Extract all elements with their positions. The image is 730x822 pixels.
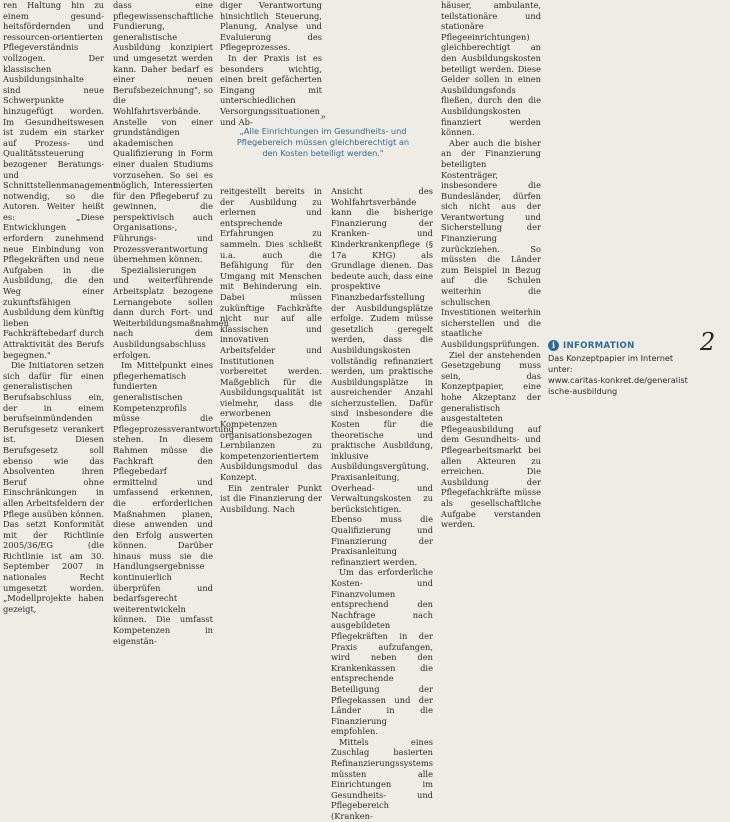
paragraph: Um das erforderliche Kosten- und Finanzvolumen entsprechend den Nachfrage nach ausgebildeten Pflegekräften in der Praxis aufzufangen, wird neben den Krankenkassen die entsprechende Beteiligung der Pflegekassen und der Länder in die Finanzierung empfohlen. [331, 567, 433, 737]
paragraph: dass eine pflegewissenschaftliche Fundierung, generalistische Ausbildung konzipiert und umgesetzt werden kann. Daher bedarf es einer neuen Berufsbezeichnung", so die Wohlfahrtsverbände. Anstelle von einer grundständigen akademischen Qualifizierung in Form einer dualen Studiums vorzusehen. So sei es möglich, Interessierten für den Pflegeberuf zu gewinnen, die perspektivisch auch Organisations-, Führungs- und Prozessverantwortung übernehmen können. [113, 0, 214, 265]
paragraph: Ansicht des Wohlfahrtsverbände kann die bisherige Finanzierung der Kranken- und Kinderkrankenpflege (§ 17a KHG) als Grundlage dienen. Das bedeute auch, dass eine prospektive Finanzbedarfsstellung der Ausbildungsplätze erfolge. Zudem müsse gesetzlich geregelt werden, dass die Ausbildungskosten vollständig refinanziert werden, um praktische Ausbildungsplätze in ausreichender Anzahl sicherzustellen. Dafür sind insbesondere die Kosten für die theoretische und praktische Ausbildung, inklusive Ausbildungsvergütung, Praxisanleitung, Overhead- und Verwaltungskosten zu berücksichtigen. Ebenso muss die Qualifizierung und Finanzierung der Praxisanleitung refinanziert werden. [331, 186, 433, 567]
paragraph: Ziel der anstehenden Gesetzgebung muss sein, das Konzeptpapier, eine hohe Akzeptanz der generalistisch ausgestalteten Pflegeausbildung auf dem Gesundheits- und Pflegearbeitsmarkt bei allen Akteuren zu erreichen. Die Ausbildung der Pflegefachkräfte müsse als gesellschaftliche Aufgabe verstanden werden. [441, 349, 541, 530]
paragraph: Im Mittelpunkt eines pflegerhematisch fundierten generalistischen Kompetenzprofils müsse die Pflegeprozessverantwortung stehen. In diesem Rahmen müsse die Fachkraft den Pflegebedarf ermittelnd und umfassend erkennen, die erforderlichen Maßnahmen planen, diese anwenden und den Erfolg auswerten können. Darüber hinaus muss sie die Handlungsergebnisse kontinuierlich überprüfen und bedarfsgerecht weiterentwickeln können. Die umfasst Kompetenzen in eigenstän- [113, 360, 234, 646]
text-column-4 [331, 0, 434, 822]
text-column-3-top [220, 0, 322, 127]
info-link[interactable]: www.caritas-konkret.de/generalistische-ausbildung [548, 375, 688, 396]
paragraph: Die Initiatoren setzen sich dafür für einen generalistischen Berufsabschluss ein, der in einem berufseinmündenden Berufsgesetz verankert ist. Diesen Berufsgesetz soll ebenso wie das Absolventen ihren Beruf ohne Einschränkungen in allen Arbeitsfeldern der Pflege ausüben können. Das setzt Konformität mit der Richtlinie 2005/36/EG (die Richtlinie ist am 30. September 2007 in nationales Recht umgesetzt worden. „Modellprojekte haben gezeigt, [3, 360, 104, 614]
text-column-5 [441, 0, 541, 530]
text-column-3-bottom [220, 186, 322, 514]
paragraph: Ein zentraler Punkt ist die Finanzierung der Ausbildung. Nach [220, 482, 322, 514]
info-icon: i [548, 340, 559, 351]
info-title: INFORMATION [563, 340, 635, 351]
paragraph: Aber auch die bisher an der Finanzierung beteiligten Kostenträger, insbesondere die Bundesländer, dürfen sich nicht aus der Verantwortung und Sicherstellung der Finanzierung zurückziehen. So müssten die Länder zum Beispiel in Bezug auf die Schulen weiterhin die schulischen Investitionen weiterhin sicherstellen und die staatliche Ausbildungsprüfungen. [441, 137, 541, 349]
info-box [548, 340, 688, 397]
paragraph: Spezialisierungen und weiterführende Arbeitsplatz bezogene Lernangebote sollen dann durch Fort- und Weiterbildungsmaßnahmen nach dem Ausbildungsabschluss erfolgen. [113, 264, 229, 360]
paragraph: In der Praxis ist es besonders wichtig, einen breit gefächerten Eingang mit unterschiedlichen Versorgungssituationen und Ab- [220, 52, 322, 127]
paragraph: häuser, ambulante, teilstationäre und stationäre Pflegeeinrichtungen) gleichberechtigt an den Ausbildungskosten beteiligt werden. Diese Gelder sollen in einen Ausbildungsfonds fließen, durch den die Ausbildungskosten finanziert werden können. [441, 0, 541, 138]
paragraph: diger Verantwortung hinsichtlich Steuerung, Planung, Analyse und Evaluierung des Pflegeprozesses. [220, 0, 322, 53]
paragraph: ren Haltung hin zu einem gesund-heitsfördernden und ressourcen-orientierten Pflegeverständnis vollzogen. Der klassischen Ausbildungsinhalte sind neue Schwerpunkte hinzugefügt worden. Im Gesundheitswesen ist zudem ein starker auf Prozess- und Qualitätssteuerung bezogener Beratungs- und Schnittstellenmanagement notwendig, so die Autoren. Weiter heißt es: „Diese Entwicklungen erfordern zunehmend neue Einbindung von Pflegekräften und neue Aufgaben in die Ausbildung, die den Weg einer zukunftsfähigen Ausbildung dem künftig lieben Fachkräftebedarf durch Attraktivität des Berufs begegnen." [3, 0, 117, 360]
text-column-2 [113, 0, 234, 646]
quote-mark-icon: » [319, 112, 327, 123]
info-header [548, 340, 688, 351]
paragraph: reitgestellt bereits in der Ausbildung zu erlernen und entsprechende Erfahrungen zu sammeln. Dies schließt u.a. auch die Befähigung für den Umgang mit Menschen mit Behinderung ein. Dabei müssen zukünftige Fachkräfte nicht nur auf alle klassischen und innovativen Arbeitsfelder und Institutionen vorbereitet werden. Maßgeblich für die Ausbildungsqualität ist vielmehr, dass die erworbenen Kompetenzen organisationsbezogen Lernbilanzen zu kompetenzorientiertem Ausbildungsmodul das Konzept. [220, 186, 322, 483]
text-column-1 [3, 0, 117, 614]
page-number: 2 [700, 328, 716, 356]
paragraph: Mittels eines Zuschlag basierten Refinanzierungssystems müssten alle Einrichtungen im Gesundheits- und Pflegebereich (Kranken- [331, 736, 434, 822]
info-text: Das Konzeptpapier im Internet unter: [548, 353, 674, 374]
pull-quote-text: „Alle Einrichtungen im Gesundheits- und Pflegebereich müssen gleichberechtigt an den Kosten beteiligt werden." [236, 126, 410, 158]
